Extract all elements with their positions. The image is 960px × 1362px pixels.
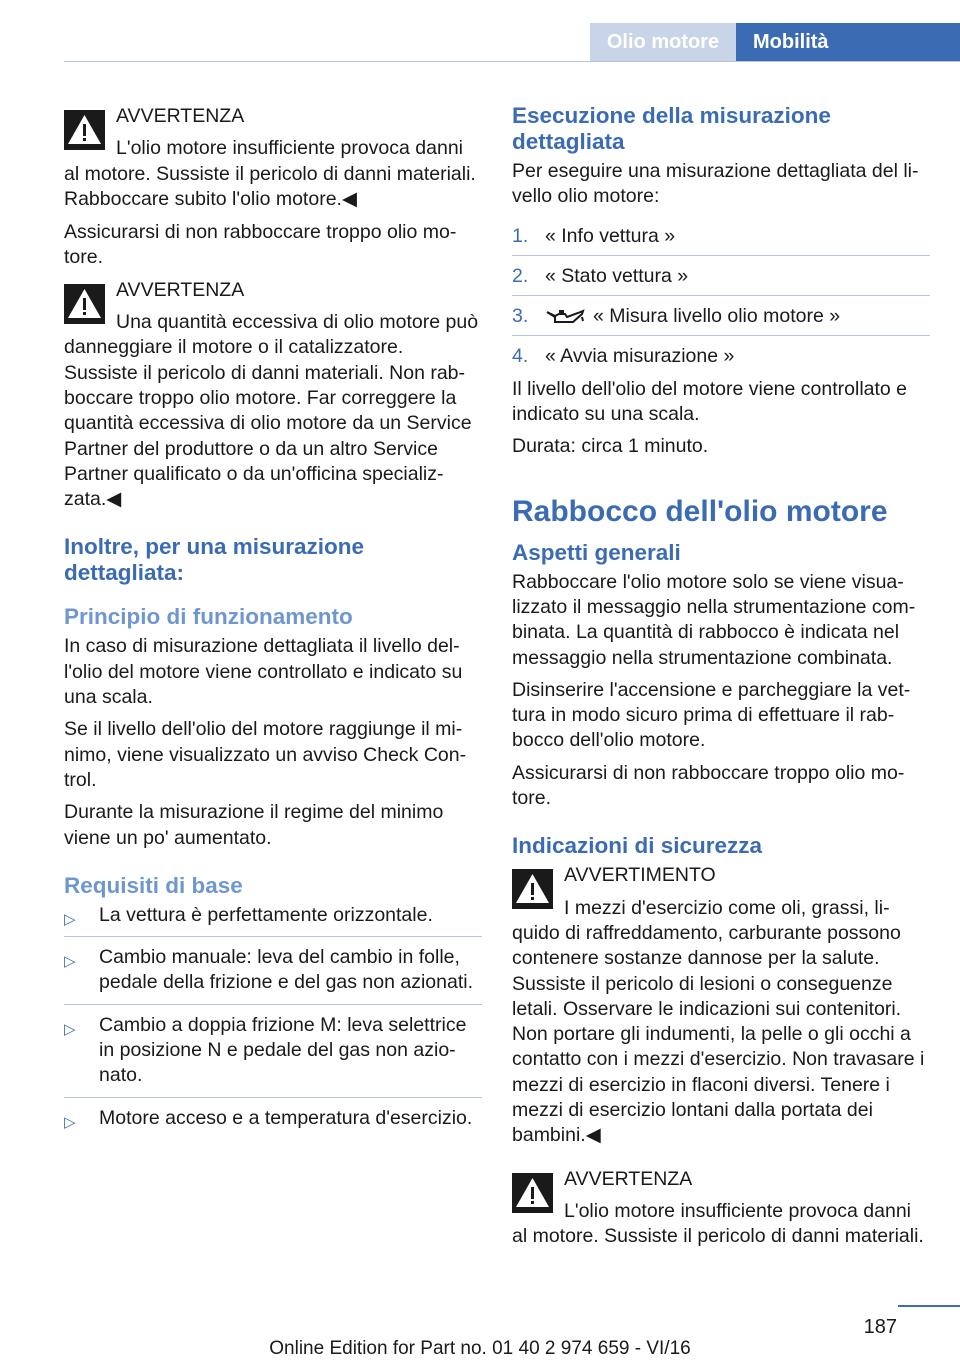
list-item xyxy=(64,903,482,928)
list-item xyxy=(64,945,482,996)
oil-can-icon xyxy=(545,308,585,326)
warning-triangle-icon xyxy=(64,110,105,150)
paragraph: In caso di misurazione dettagliata il livello dell'olio del motore viene controllato e indicato su una scala. xyxy=(64,635,463,709)
header-rule xyxy=(64,61,960,62)
header-tab-mobilita: Mobilità xyxy=(736,23,960,61)
triangle-bullet-icon: ▷ xyxy=(64,953,76,971)
step-number: 2. xyxy=(512,264,529,287)
warning-text: I mezzi d'esercizio come oli, grassi, liquido di raffreddamento, carburante possono contenere sostanze dannose per la salute. Sussiste il pericolo di lesioni o conseguenze letali. Osservare le indicazioni sui contenitori. Non portare gli indumenti, la pelle o gli occhi a contatto con i mezzi d'esercizio. Non travasare i mezzi di esercizio in flaconi diversi. Tenere i mezzi di esercizio lontani dalla portata dei bambini.◀ xyxy=(512,896,925,1147)
triangle-bullet-icon: ▷ xyxy=(64,910,76,928)
list-item xyxy=(64,1013,482,1089)
list-item-text: Cambio a doppia frizione M: leva selettrice in posizione N e pedale del gas non azionato. xyxy=(99,1013,467,1087)
list-divider xyxy=(64,936,482,937)
paragraph: Per eseguire una misurazione dettagliata del livello olio motore: xyxy=(512,160,919,208)
heading-sicurezza: Indicazioni di sicurezza xyxy=(512,833,763,859)
warning-title: AVVERTENZA xyxy=(564,1167,693,1190)
triangle-bullet-icon: ▷ xyxy=(64,1020,76,1038)
paragraph: Durata: circa 1 minuto. xyxy=(512,435,709,458)
steps-list xyxy=(512,224,930,370)
edition-footer: Online Edition for Part no. 01 40 2 974 659 - VI/16 xyxy=(269,1338,691,1359)
list-divider xyxy=(64,1004,482,1005)
heading-rabbocco: Rabbocco dell'olio motore xyxy=(512,494,888,528)
list-item-text: Cambio manuale: leva del cambio in folle, pedale della frizione e del gas non azionati. xyxy=(99,946,474,994)
heading-principio: Principio di funzionamento xyxy=(64,604,353,630)
warning-triangle-icon xyxy=(64,284,105,324)
step-item xyxy=(512,224,930,249)
warning-triangle-icon xyxy=(512,869,553,909)
left-column xyxy=(64,101,482,1139)
footer-rule xyxy=(898,1305,960,1307)
paragraph: Se il livello dell'olio del motore raggiunge il minimo, viene visualizzato un avviso Check Control. xyxy=(64,718,467,791)
warning-block-3 xyxy=(512,863,930,1148)
warning-block-4 xyxy=(512,1167,930,1250)
warning-block-2 xyxy=(64,278,482,513)
list-divider xyxy=(512,255,930,256)
step-text: « Avvia misurazione » xyxy=(545,345,735,368)
warning-title: AVVERTENZA xyxy=(116,105,245,127)
list-divider xyxy=(64,1097,482,1098)
step-text: « Stato vettura » xyxy=(545,264,689,287)
step-item xyxy=(512,304,930,329)
page-number: 187 xyxy=(863,1316,897,1338)
step-text: « Misura livello olio motore » xyxy=(593,305,841,328)
paragraph: Assicurarsi di non rabboccare troppo olio motore. xyxy=(512,761,905,810)
heading-inoltre: Inoltre, per una misurazione dettagliata: xyxy=(64,534,365,586)
paragraph: Il livello dell'olio del motore viene controllato e indicato su una scala. xyxy=(512,377,908,426)
header-tab-olio-motore: Olio motore xyxy=(590,23,736,61)
warning-title: AVVERTIMENTO xyxy=(564,864,716,887)
requisiti-list xyxy=(64,903,482,1131)
warning-triangle-icon xyxy=(512,1173,553,1213)
step-item xyxy=(512,264,930,289)
warning-text: L'olio motore insufficiente provoca danni al motore. Sussiste il pericolo di danni materiali. xyxy=(512,1199,924,1248)
right-column xyxy=(512,101,930,1258)
heading-esecuzione: Esecuzione della misurazione dettagliata xyxy=(512,103,831,154)
list-item-text: Motore acceso e a temperatura d'esercizio. xyxy=(99,1106,473,1129)
warning-block-1 xyxy=(64,104,482,212)
heading-aspetti: Aspetti generali xyxy=(512,539,681,565)
warning-text: Una quantità eccessiva di olio motore può danneggiare il motore o il catalizzatore. Sussiste il pericolo di danni materiali. Non rabboccare troppo olio motore. Far correggere la quantità eccessiva di olio motore da un Service Partner del produttore o da un altro Service Partner qualificato o da un'officina specializzata.◀ xyxy=(64,311,479,511)
list-divider xyxy=(512,295,930,296)
paragraph: Durante la misurazione il regime del minimo viene un po' aumentato. xyxy=(64,801,444,849)
step-item xyxy=(512,344,930,369)
warning-title: AVVERTENZA xyxy=(116,278,245,301)
list-item-text: La vettura è perfettamente orizzontale. xyxy=(99,903,433,926)
step-number: 3. xyxy=(512,305,529,328)
list-item xyxy=(64,1106,482,1131)
step-number: 4. xyxy=(512,345,529,368)
step-text: « Info vettura » xyxy=(545,224,676,247)
step-number: 1. xyxy=(512,224,529,247)
paragraph: Assicurarsi di non rabboccare troppo olio motore. xyxy=(64,221,457,269)
heading-requisiti: Requisiti di base xyxy=(64,872,243,898)
warning-text: L'olio motore insufficiente provoca danni al motore. Sussiste il pericolo di danni materiali. Rabboccare subito l'olio motore.◀ xyxy=(64,137,476,210)
list-divider xyxy=(512,335,930,336)
paragraph: Disinserire l'accensione e parcheggiare la vettura in modo sicuro prima di effettuare il rabbocco dell'olio motore. xyxy=(512,678,911,752)
triangle-bullet-icon: ▷ xyxy=(64,1113,76,1131)
paragraph: Rabboccare l'olio motore solo se viene visualizzato il messaggio nella strumentazione combinata. La quantità di rabbocco è indicata nel messaggio nella strumentazione combinata. xyxy=(512,570,916,669)
